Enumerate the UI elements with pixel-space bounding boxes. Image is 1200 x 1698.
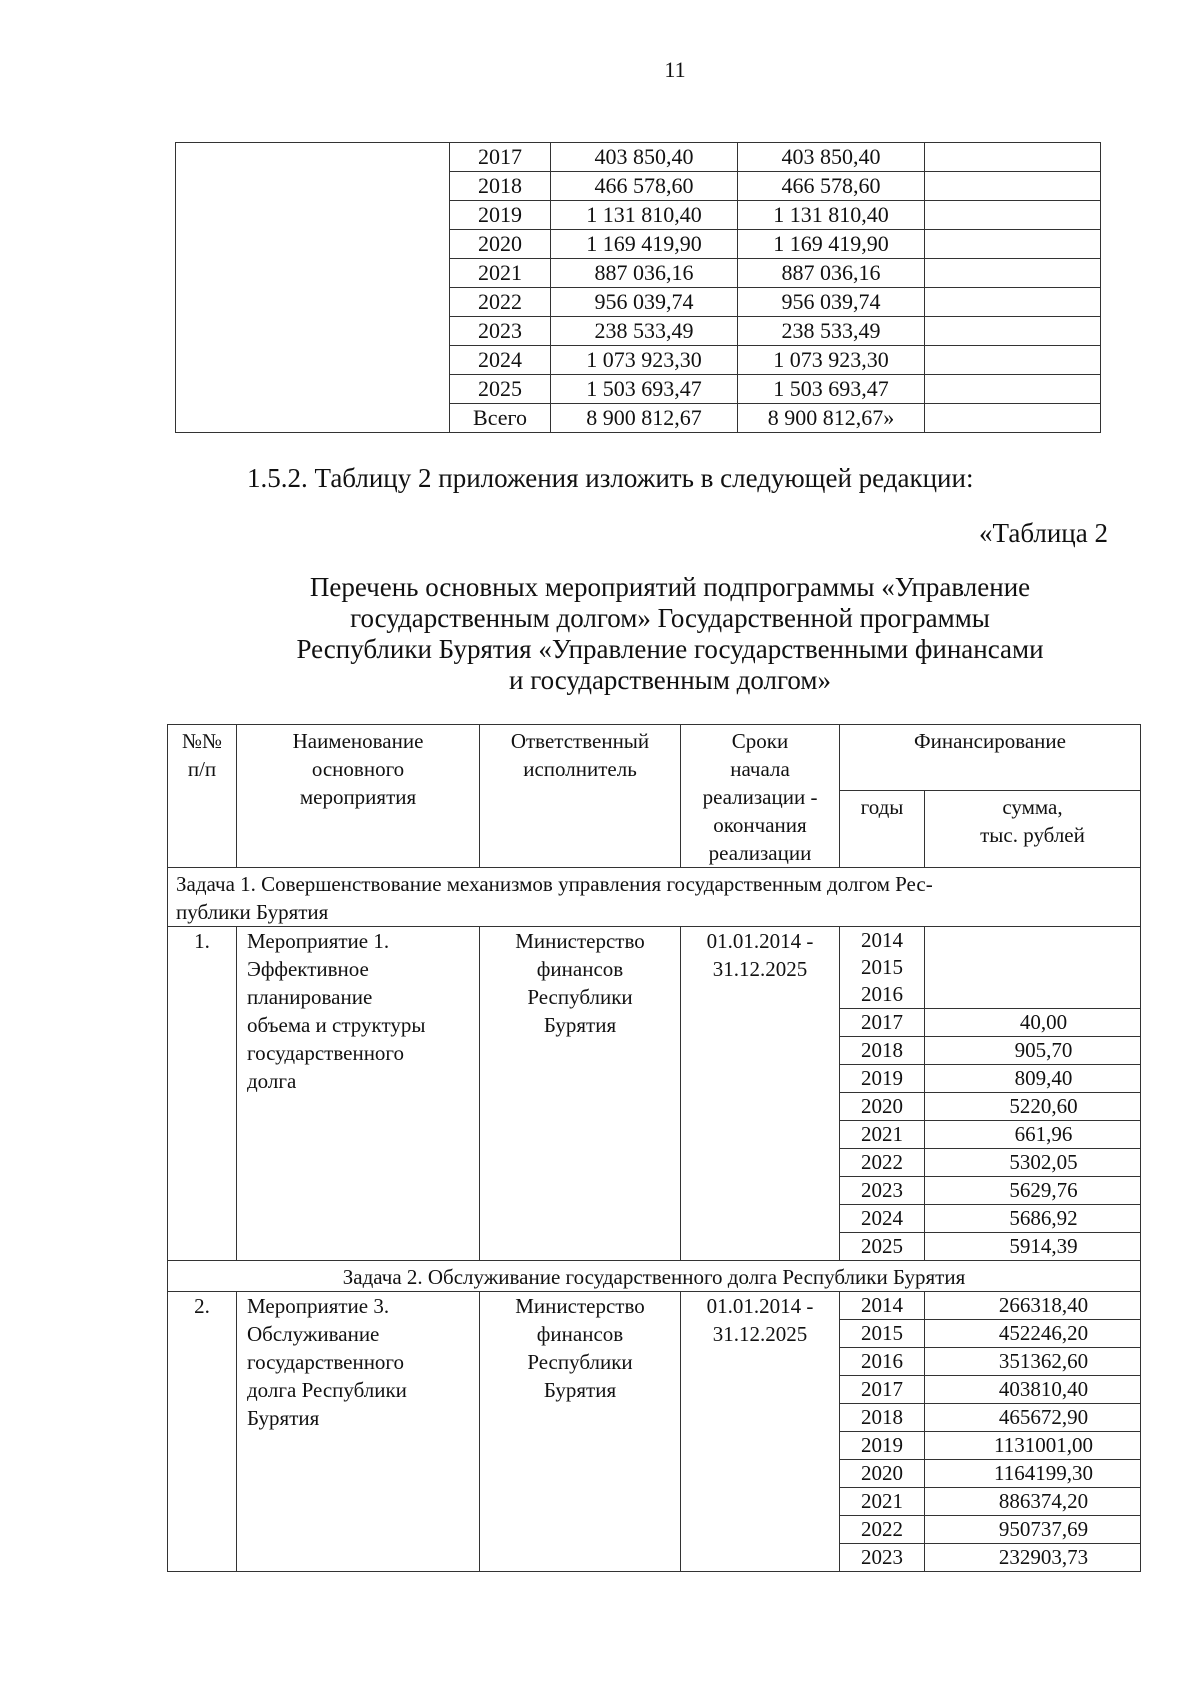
measure-year: 2023 <box>840 1544 925 1572</box>
summary-amount-budget: 1 073 923,30 <box>738 346 925 375</box>
summary-row <box>176 143 1101 172</box>
measure-amount: 1164199,30 <box>925 1460 1141 1488</box>
document-title <box>170 572 1170 696</box>
summary-amount-budget: 887 036,16 <box>738 259 925 288</box>
measure-year: 2018 <box>840 1404 925 1432</box>
measure-executor-line: финансов <box>536 957 624 981</box>
summary-empty-cell <box>925 288 1101 317</box>
summary-empty-cell <box>925 259 1101 288</box>
title-line: государственным долгом» Государственной программы <box>350 603 990 633</box>
summary-year: 2023 <box>450 317 551 346</box>
measure-amount: 661,96 <box>925 1121 1141 1149</box>
summary-year: 2017 <box>450 143 551 172</box>
title-line: Перечень основных мероприятий подпрограммы «Управление <box>309 572 1031 602</box>
summary-amount-budget: 403 850,40 <box>738 143 925 172</box>
summary-year: 2018 <box>450 172 551 201</box>
task-row <box>168 1261 1141 1292</box>
measure-year: 2021 <box>840 1488 925 1516</box>
measure-executor-line: Министерство <box>515 929 645 953</box>
measure-year: 2016 <box>840 1348 925 1376</box>
task-1: Задача 1. Совершенствование механизмов управления государственным долгом Рес- публики Бурятия <box>168 868 1141 927</box>
measure-amount: 5686,92 <box>925 1205 1141 1233</box>
measure-year: 2021 <box>840 1121 925 1149</box>
measure-name-line: долга <box>247 1069 297 1093</box>
task-2: Задача 2. Обслуживание государственного долга Республики Бурятия <box>168 1261 1141 1292</box>
summary-blank-cell <box>176 143 450 433</box>
measure-year: 2022 <box>840 1516 925 1544</box>
summary-amount-total: 887 036,16 <box>551 259 738 288</box>
measure-terms-line: 31.12.2025 <box>712 1322 808 1346</box>
summary-year: 2022 <box>450 288 551 317</box>
measure-executor <box>480 927 681 1261</box>
summary-year: Всего <box>450 404 551 433</box>
header-terms: Сроки начала реализации - окончания реализации <box>681 725 840 868</box>
summary-amount-total: 956 039,74 <box>551 288 738 317</box>
measure-amount: 5302,05 <box>925 1149 1141 1177</box>
header-funding: Финансирование <box>840 725 1141 791</box>
summary-year: 2025 <box>450 375 551 404</box>
header-num: №№ п/п <box>168 725 237 868</box>
summary-year: 2019 <box>450 201 551 230</box>
summary-amount-total: 8 900 812,67 <box>551 404 738 433</box>
measure-name-line: Обслуживание <box>247 1322 380 1346</box>
title-line: Республики Бурятия «Управление государственными финансами <box>296 634 1044 664</box>
measure-terms-line: 01.01.2014 - <box>706 929 814 953</box>
measure-name-line: планирование <box>247 985 373 1009</box>
measure-terms-line: 01.01.2014 - <box>706 1294 814 1318</box>
measure-terms <box>681 927 840 1261</box>
measure-amount: 351362,60 <box>925 1348 1141 1376</box>
table-header-row <box>168 725 1141 791</box>
measure-amount: 905,70 <box>925 1037 1141 1065</box>
measure-amount: 266318,40 <box>925 1292 1141 1320</box>
summary-amount-total: 1 131 810,40 <box>551 201 738 230</box>
summary-amount-budget: 956 039,74 <box>738 288 925 317</box>
measure-year: 2020 <box>840 1093 925 1121</box>
summary-amount-budget: 1 131 810,40 <box>738 201 925 230</box>
summary-amount-budget: 238 533,49 <box>738 317 925 346</box>
summary-empty-cell <box>925 143 1101 172</box>
measure-amount: 452246,20 <box>925 1320 1141 1348</box>
measure-year-row <box>168 927 1141 955</box>
measure-name-line: Мероприятие 1. <box>247 929 390 953</box>
measure-amount: 809,40 <box>925 1065 1141 1093</box>
measures-table <box>167 724 1141 1572</box>
table-label: «Таблица 2 <box>979 518 1108 548</box>
measure-amount: 950737,69 <box>925 1516 1141 1544</box>
financing-summary-table <box>175 142 1101 433</box>
measure-name <box>237 1292 480 1572</box>
summary-amount-budget: 466 578,60 <box>738 172 925 201</box>
measure-name-line: государственного <box>247 1041 405 1065</box>
measure-year: 2020 <box>840 1460 925 1488</box>
summary-empty-cell <box>925 346 1101 375</box>
measure-year: 2019 <box>840 1432 925 1460</box>
measure-year: 2018 <box>840 1037 925 1065</box>
summary-empty-cell <box>925 201 1101 230</box>
summary-year: 2024 <box>450 346 551 375</box>
measure-executor-line: Министерство <box>515 1294 645 1318</box>
measure-year: 2022 <box>840 1149 925 1177</box>
measure-amount: 1131001,00 <box>925 1432 1141 1460</box>
measure-executor-line: Республики <box>527 1350 633 1374</box>
measure-amount: 232903,73 <box>925 1544 1141 1572</box>
measure-executor-line: Бурятия <box>543 1378 617 1402</box>
measure-terms-line: 31.12.2025 <box>712 957 808 981</box>
amendment-paragraph: 1.5.2. Таблицу 2 приложения изложить в следующей редакции: <box>247 463 974 493</box>
summary-amount-total: 1 169 419,90 <box>551 230 738 259</box>
header-name: Наименование основного мероприятия <box>237 725 480 868</box>
measure-year: 2017 <box>840 1009 925 1037</box>
summary-amount-budget: 8 900 812,67» <box>738 404 925 433</box>
summary-empty-cell <box>925 317 1101 346</box>
measure-year: 2017 <box>840 1376 925 1404</box>
measure-executor <box>480 1292 681 1572</box>
measure-name-line: Мероприятие 3. <box>247 1294 390 1318</box>
measure-amount: 5629,76 <box>925 1177 1141 1205</box>
measure-amount: 886374,20 <box>925 1488 1141 1516</box>
measure-amount: 403810,40 <box>925 1376 1141 1404</box>
measure-year: 2014 <box>840 927 925 955</box>
task-row <box>168 868 1141 927</box>
measure-year: 2025 <box>840 1233 925 1261</box>
measure-amount: 5914,39 <box>925 1233 1141 1261</box>
summary-amount-total: 1 073 923,30 <box>551 346 738 375</box>
measure-name-line: объема и структуры <box>247 1013 426 1037</box>
measure-year: 2014 <box>840 1292 925 1320</box>
measure-executor-line: финансов <box>536 1322 624 1346</box>
measure-year: 2015 <box>840 1320 925 1348</box>
measure-year: 2024 <box>840 1205 925 1233</box>
summary-amount-total: 466 578,60 <box>551 172 738 201</box>
measure-year-row <box>168 1292 1141 1320</box>
title-line: и государственным долгом» <box>509 665 831 695</box>
header-executor: Ответственный исполнитель <box>480 725 681 868</box>
summary-amount-budget: 1 503 693,47 <box>738 375 925 404</box>
summary-amount-budget: 1 169 419,90 <box>738 230 925 259</box>
measure-year: 2019 <box>840 1065 925 1093</box>
summary-empty-cell <box>925 230 1101 259</box>
summary-empty-cell <box>925 172 1101 201</box>
summary-amount-total: 403 850,40 <box>551 143 738 172</box>
measure-amount: 465672,90 <box>925 1404 1141 1432</box>
measure-terms <box>681 1292 840 1572</box>
measure-num: 2. <box>168 1292 237 1572</box>
measure-name-line: государственного <box>247 1350 405 1374</box>
summary-year: 2020 <box>450 230 551 259</box>
measure-year: 2016 <box>840 981 925 1009</box>
measure-name-line: Эффективное <box>247 957 369 981</box>
measure-amount: 5220,60 <box>925 1093 1141 1121</box>
summary-year: 2021 <box>450 259 551 288</box>
measure-executor-line: Бурятия <box>543 1013 617 1037</box>
measure-num: 1. <box>168 927 237 1261</box>
measure-executor-line: Республики <box>527 985 633 1009</box>
measure-year: 2015 <box>840 954 925 981</box>
header-years: годы <box>840 791 925 868</box>
summary-amount-total: 238 533,49 <box>551 317 738 346</box>
summary-amount-total: 1 503 693,47 <box>551 375 738 404</box>
page-number: 11 <box>664 57 686 82</box>
summary-empty-cell <box>925 375 1101 404</box>
measure-amount-empty <box>925 927 1141 1009</box>
measure-amount: 40,00 <box>925 1009 1141 1037</box>
header-sum: сумма, тыс. рублей <box>925 791 1141 868</box>
measure-name <box>237 927 480 1261</box>
measure-year: 2023 <box>840 1177 925 1205</box>
summary-empty-cell <box>925 404 1101 433</box>
measure-name-line: Бурятия <box>247 1406 320 1430</box>
measure-name-line: долга Республики <box>247 1378 407 1402</box>
